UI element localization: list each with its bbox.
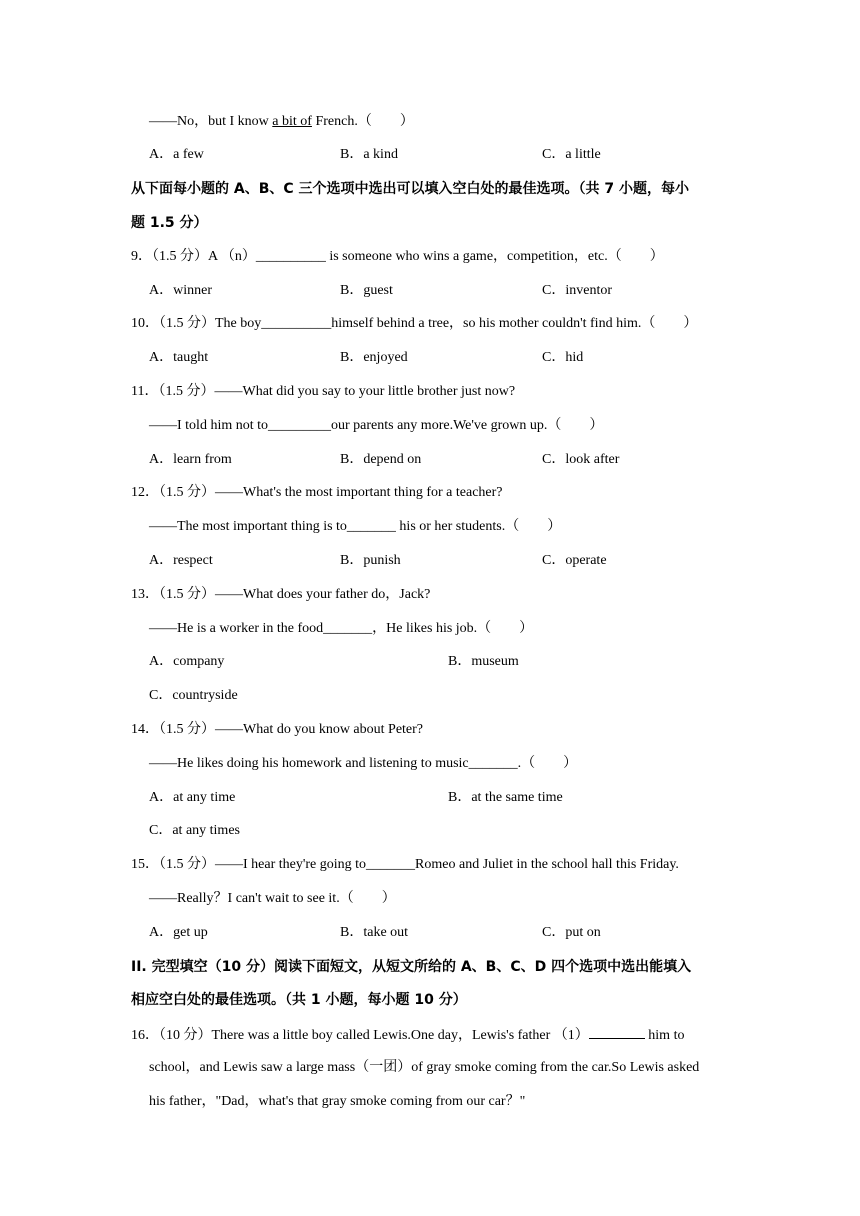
q14-option-a: A．at any time xyxy=(149,790,236,805)
q15-option-c: C．put on xyxy=(542,925,601,940)
q10-stem: 10．（1.5 分）The boy__________himself behind a tree，so his mother couldn't find him.（ ） xyxy=(131,316,698,331)
q12-stem-line2: ——The most important thing is to_______ his or her students.（ ） xyxy=(149,519,562,534)
q15-option-b: B．take out xyxy=(340,925,409,940)
q16-line2: school，and Lewis saw a large mass（一团）of gray smoke coming from the car.So Lewis asked xyxy=(149,1060,700,1075)
q8-option-a: A．a few xyxy=(149,147,204,162)
q13-option-a: A．company xyxy=(149,654,225,669)
q11-stem: 11．（1.5 分）——What did you say to your little brother just now? xyxy=(131,384,516,399)
q11-option-c: C．look after xyxy=(542,452,620,467)
q9-option-c: C．inventor xyxy=(542,283,612,298)
section1-instruction-line2: 题 1.5 分） xyxy=(131,215,208,231)
q13-option-c: C．countryside xyxy=(149,688,238,703)
section2-instruction-line1: II. 完型填空（10 分）阅读下面短文，从短文所给的 A、B、C、D 四个选项中选出能填入 xyxy=(131,959,692,975)
q14-stem: 14．（1.5 分）——What do you know about Peter? xyxy=(131,722,424,737)
q12-option-b: B．punish xyxy=(340,553,401,568)
q8-answer-line: ——No，but I know a bit of French.（ ） xyxy=(149,114,414,129)
q14-option-b: B．at the same time xyxy=(448,790,563,805)
section1-instruction-line1: 从下面每小题的 A、B、C 三个选项中选出可以填入空白处的最佳选项。（共 7 小题，每小 xyxy=(131,181,690,197)
q16-stem xyxy=(131,1024,684,1046)
section2-instruction-line2: 相应空白处的最佳选项。（共 1 小题，每小题 10 分） xyxy=(131,992,467,1008)
q8-option-c: C．a little xyxy=(542,147,601,162)
q9-option-b: B．guest xyxy=(340,283,393,298)
q15-stem: 15．（1.5 分）——I hear they're going to_______Romeo and Juliet in the school hall this Friday. xyxy=(131,857,679,872)
q10-option-a: A．taught xyxy=(149,350,209,365)
q13-option-b: B．museum xyxy=(448,654,519,669)
q11-option-b: B．depend on xyxy=(340,452,422,467)
q16-stem-after-blank: him to xyxy=(644,1028,685,1043)
q8-underlined-phrase: a bit of xyxy=(272,114,312,129)
q13-stem: 13．（1.5 分）——What does your father do，Jack? xyxy=(131,587,431,602)
q15-stem-line2: ——Really？I can't wait to see it.（ ） xyxy=(149,891,396,906)
q9-stem: 9．（1.5 分）A （n）__________ is someone who wins a game，competition，etc.（ ） xyxy=(131,249,664,264)
q11-option-a: A．learn from xyxy=(149,452,232,467)
q11-stem-line2: ——I told him not to_________our parents any more.We've grown up.（ ） xyxy=(149,418,604,433)
q14-option-c: C．at any times xyxy=(149,823,240,838)
q15-option-a: A．get up xyxy=(149,925,208,940)
q10-option-b: B．enjoyed xyxy=(340,350,408,365)
q9-option-a: A．winner xyxy=(149,283,212,298)
q12-stem: 12．（1.5 分）——What's the most important thing for a teacher? xyxy=(131,485,503,500)
q10-option-c: C．hid xyxy=(542,350,584,365)
q13-stem-line2: ——He is a worker in the food_______，He likes his job.（ ） xyxy=(149,621,534,636)
q12-option-c: C．operate xyxy=(542,553,607,568)
q12-option-a: A．respect xyxy=(149,553,213,568)
q14-stem-line2: ——He likes doing his homework and listening to music_______.（ ） xyxy=(149,756,578,771)
q16-blank-1 xyxy=(589,1024,645,1039)
q8-option-b: B．a kind xyxy=(340,147,398,162)
q16-line3: his father，"Dad，what's that gray smoke coming from our car？" xyxy=(149,1094,526,1109)
q16-stem-prefix: 16．（10 分）There was a little boy called Lewis.One day，Lewis's father （1） xyxy=(131,1028,589,1043)
